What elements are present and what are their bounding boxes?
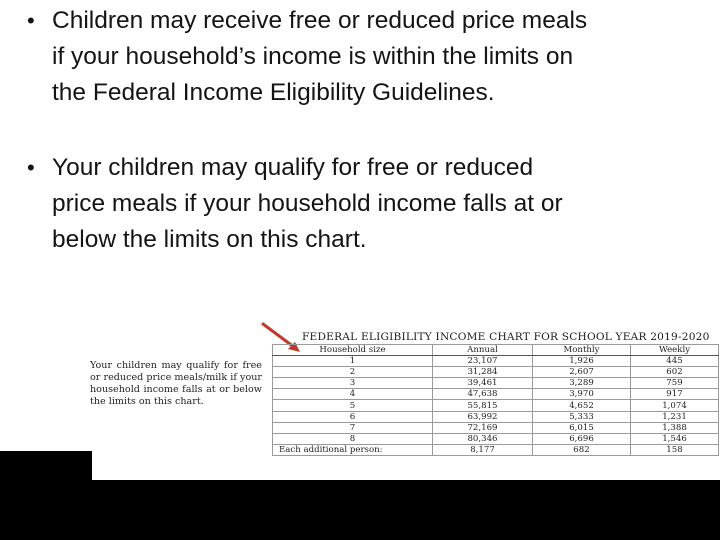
table-cell: 63,992	[433, 411, 533, 422]
side-note: Your children may qualify for free or reduced price meals/milk if your household income falls at or below the limits on this chart.	[90, 360, 262, 407]
table-cell: 6,696	[533, 433, 631, 444]
table-row	[273, 422, 719, 433]
table-cell: 1,388	[631, 422, 719, 433]
bullet-item	[27, 3, 697, 111]
table-cell: 4,652	[533, 400, 631, 411]
column-header: Annual	[433, 345, 533, 356]
table-row	[273, 433, 719, 444]
table-cell: 3,970	[533, 389, 631, 400]
table-cell: 8,177	[433, 444, 533, 455]
table-cell: 31,284	[433, 367, 533, 378]
bullet-line: Children may receive free or reduced price meals	[52, 7, 588, 34]
table-cell: 5,333	[533, 411, 631, 422]
table-cell: 1,231	[631, 411, 719, 422]
table-cell: 39,461	[433, 378, 533, 389]
table-cell: 80,346	[433, 433, 533, 444]
table-cell: 445	[631, 356, 719, 367]
chart-title: FEDERAL ELIGIBILITY INCOME CHART FOR SCHOOL YEAR 2019-2020	[302, 331, 710, 343]
table-cell: 1	[273, 356, 433, 367]
table-row	[273, 444, 719, 455]
bullet-line: Your children may qualify for free or reduced	[52, 154, 534, 181]
table-cell: 23,107	[433, 356, 533, 367]
bullet-line: the Federal Income Eligibility Guidelines.	[52, 79, 495, 106]
table-row	[273, 400, 719, 411]
table-header-row	[273, 345, 719, 356]
table-row	[273, 356, 719, 367]
table-cell: 2	[273, 367, 433, 378]
table-row	[273, 389, 719, 400]
table-cell: 682	[533, 444, 631, 455]
table-cell: 3	[273, 378, 433, 389]
bullet-text	[52, 3, 697, 111]
table-cell: 5	[273, 400, 433, 411]
bullet-item	[27, 150, 697, 258]
table-cell: Each additional person:	[273, 444, 433, 455]
table-cell: 7	[273, 422, 433, 433]
table-cell: 6,015	[533, 422, 631, 433]
bullet-marker: •	[27, 155, 35, 180]
table-cell: 1,926	[533, 356, 631, 367]
bullet-marker: •	[27, 8, 35, 33]
table-cell: 47,638	[433, 389, 533, 400]
eligibility-table	[272, 344, 719, 456]
table-cell: 8	[273, 433, 433, 444]
table-cell: 158	[631, 444, 719, 455]
table-cell: 1,546	[631, 433, 719, 444]
bullet-line: price meals if your household income falls at or	[52, 190, 563, 217]
table-cell: 3,289	[533, 378, 631, 389]
table-row	[273, 367, 719, 378]
table-cell: 917	[631, 389, 719, 400]
table-row	[273, 378, 719, 389]
table-cell: 1,074	[631, 400, 719, 411]
column-header: Weekly	[631, 345, 719, 356]
black-mask-bottom	[0, 480, 720, 540]
table-cell: 602	[631, 367, 719, 378]
table-cell: 759	[631, 378, 719, 389]
bullet-text	[52, 150, 697, 258]
table-cell: 6	[273, 411, 433, 422]
column-header: Household size	[273, 345, 433, 356]
table-row	[273, 411, 719, 422]
table-cell: 72,169	[433, 422, 533, 433]
table-cell: 4	[273, 389, 433, 400]
table-cell: 2,607	[533, 367, 631, 378]
bullet-line: if your household’s income is within the limits on	[52, 43, 574, 70]
bullet-line: below the limits on this chart.	[52, 226, 367, 253]
table-cell: 55,815	[433, 400, 533, 411]
column-header: Monthly	[533, 345, 631, 356]
